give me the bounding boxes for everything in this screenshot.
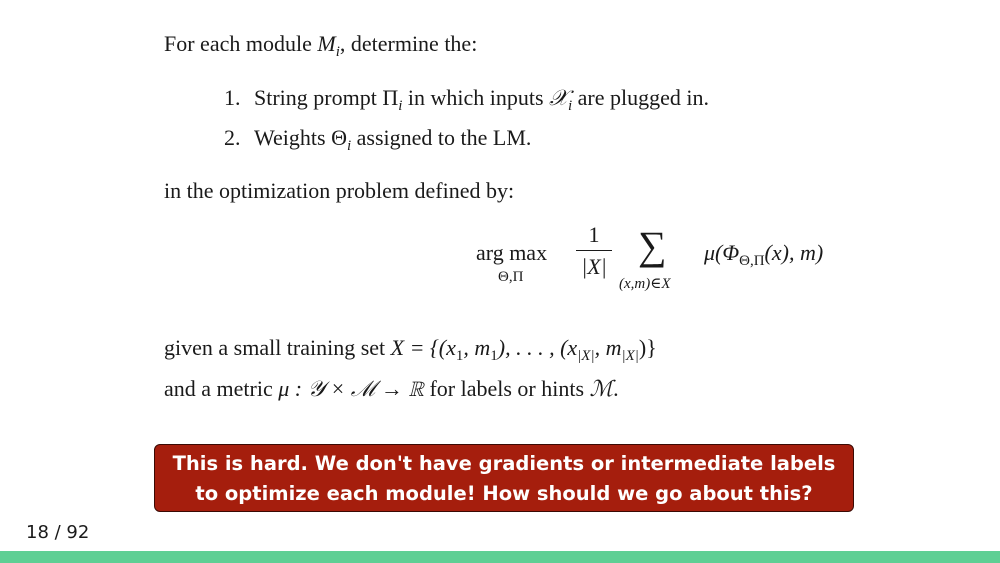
step-2 bbox=[224, 125, 532, 154]
intro-lead: For each module bbox=[164, 31, 318, 56]
training-expr-tail: )} bbox=[638, 335, 657, 360]
step-1 bbox=[224, 85, 710, 114]
weights-symbol: Θ bbox=[331, 125, 347, 150]
training-expr: X = {(x bbox=[390, 335, 456, 360]
metric-term: μ(Φ bbox=[704, 240, 740, 265]
inputs-subscript: i bbox=[568, 98, 573, 114]
training-sub-3: |X| bbox=[577, 348, 595, 364]
training-set-line bbox=[164, 335, 657, 364]
step-text: String prompt bbox=[254, 85, 383, 110]
program-subscript: Θ,Π bbox=[739, 253, 765, 269]
prompt-subscript: i bbox=[398, 98, 403, 114]
training-expr: , m bbox=[463, 335, 491, 360]
fraction-numerator: 1 bbox=[588, 222, 600, 247]
callout-line-1: This is hard. We don't have gradients or intermediate labels bbox=[172, 452, 836, 475]
hints-symbol: ℳ bbox=[589, 377, 614, 402]
metric-expr: μ : 𝒴 × ℳ → ℝ bbox=[278, 376, 424, 401]
problem-intro: in the optimization problem defined by: bbox=[164, 178, 515, 203]
metric-text: and a metric bbox=[164, 376, 279, 401]
metric-end: . bbox=[613, 376, 619, 401]
optimization-equation bbox=[476, 222, 876, 302]
module-subscript: i bbox=[335, 44, 340, 60]
step-number: 2. bbox=[224, 125, 241, 150]
summation-sign: ∑ bbox=[638, 223, 667, 268]
training-sub-1: 1 bbox=[455, 348, 464, 364]
training-expr: , m bbox=[594, 335, 622, 360]
training-text: given a small training set bbox=[164, 335, 391, 360]
intro-line bbox=[164, 31, 478, 60]
inputs-symbol: 𝒳 bbox=[549, 86, 568, 111]
fraction bbox=[576, 222, 612, 280]
training-sub-4: |X| bbox=[621, 348, 639, 364]
metric-line bbox=[164, 376, 619, 402]
metric-text: for labels or hints bbox=[423, 376, 590, 401]
footer-progress-bar bbox=[0, 551, 1000, 563]
fraction-bar bbox=[576, 250, 612, 251]
fraction-denominator: |X| bbox=[581, 254, 607, 279]
step-text: in which inputs bbox=[402, 85, 550, 110]
step-text: are plugged in. bbox=[572, 85, 710, 110]
intro-tail: , determine the: bbox=[339, 31, 478, 56]
metric-term-tail: (x), m) bbox=[764, 240, 824, 265]
argmax-operator: arg max bbox=[476, 240, 548, 265]
training-expr: ), . . . , (x bbox=[497, 335, 578, 360]
summation-term bbox=[704, 240, 824, 269]
summation-subscript: (x,m)∈X bbox=[619, 276, 671, 292]
step-number: 1. bbox=[224, 85, 241, 110]
weights-subscript: i bbox=[346, 138, 352, 154]
module-symbol: M bbox=[317, 31, 336, 56]
callout-line-2: to optimize each module! How should we go about this? bbox=[195, 482, 813, 505]
argmax-subscript: Θ,Π bbox=[498, 269, 524, 285]
step-text: assigned to the LM. bbox=[351, 125, 532, 150]
training-sub-2: 1 bbox=[490, 348, 498, 364]
page-number: 18 / 92 bbox=[26, 522, 90, 543]
prompt-symbol: Π bbox=[382, 85, 399, 110]
step-text: Weights bbox=[254, 125, 332, 150]
callout-box bbox=[154, 444, 854, 512]
